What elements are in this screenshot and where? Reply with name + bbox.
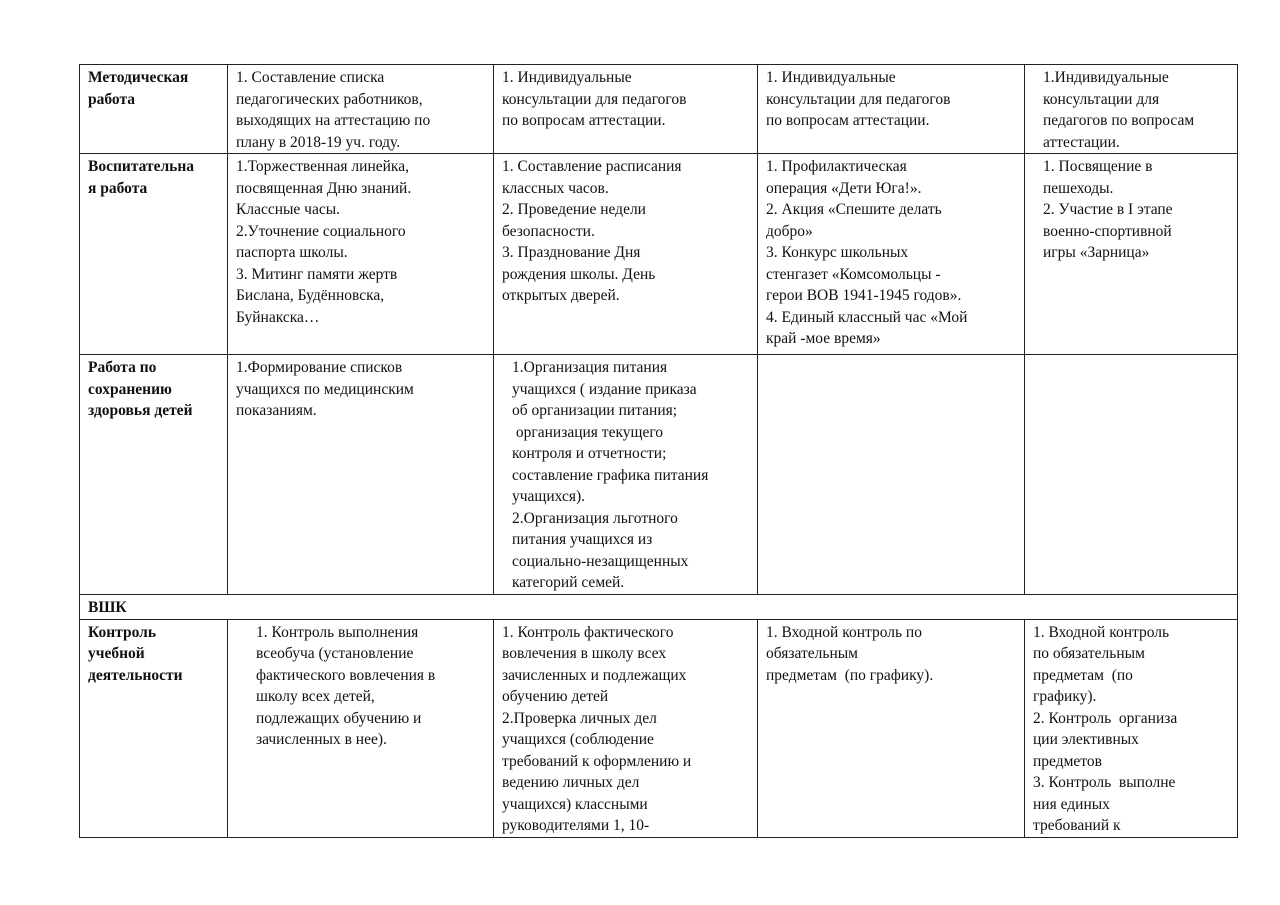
cell-line: составление графика питания bbox=[512, 466, 709, 484]
row-header-line: работа bbox=[88, 90, 136, 108]
cell-line: 3. Празднование Дня bbox=[502, 244, 641, 261]
table-cell-col3-empty bbox=[758, 355, 1025, 595]
section-header: ВШК bbox=[80, 594, 1238, 619]
table-cell-col2 bbox=[494, 619, 758, 837]
cell-line: открытых дверей. bbox=[502, 287, 620, 304]
cell-line: 1. Индивидуальные bbox=[766, 69, 896, 86]
table-row-health bbox=[80, 355, 1238, 595]
cell-line: классных часов. bbox=[502, 179, 609, 197]
table-cell-col2 bbox=[494, 65, 758, 154]
cell-line: операция «Дети Юга!». bbox=[766, 179, 922, 197]
cell-line: по обязательным bbox=[1033, 645, 1145, 662]
cell-line: обязательным bbox=[766, 645, 858, 662]
cell-line: 3. Конкурс школьных bbox=[766, 244, 909, 261]
cell-line: по вопросам аттестации. bbox=[766, 112, 930, 129]
cell-line: контроля и отчетности; bbox=[512, 445, 667, 462]
cell-line: графику). bbox=[1033, 688, 1097, 705]
cell-line: 2. Проведение недели bbox=[502, 201, 646, 218]
cell-line: Буйнакска… bbox=[236, 308, 320, 326]
table-cell-col3 bbox=[758, 154, 1025, 355]
row-header-line: Контроль bbox=[88, 623, 157, 641]
row-header-line: я работа bbox=[88, 179, 148, 197]
cell-line: 1. Входной контроль по bbox=[766, 623, 922, 641]
table-cell-col4-empty bbox=[1025, 355, 1238, 595]
row-header-line: сохранению bbox=[88, 380, 172, 398]
table-row-learning-control bbox=[80, 619, 1238, 837]
cell-line: игры «Зарница» bbox=[1043, 244, 1150, 261]
cell-line: учащихся ( издание приказа bbox=[512, 380, 697, 398]
cell-line: Классные часы. bbox=[236, 201, 341, 218]
row-header-cell bbox=[80, 355, 228, 595]
row-header-cell bbox=[80, 619, 228, 837]
cell-line: предметов bbox=[1033, 752, 1102, 770]
table-cell-col2 bbox=[494, 154, 758, 355]
cell-line: 1. Входной контроль bbox=[1033, 623, 1170, 641]
cell-line: организация текущего bbox=[512, 423, 664, 441]
cell-line: требований к оформлению и bbox=[502, 752, 692, 770]
cell-line: военно-спортивной bbox=[1043, 222, 1172, 240]
cell-line: питания учащихся из bbox=[512, 531, 653, 548]
cell-line: зачисленных и подлежащих bbox=[502, 666, 687, 684]
cell-line: социально-незащищенных bbox=[512, 552, 689, 570]
cell-line: 2.Уточнение социального bbox=[236, 222, 406, 240]
cell-line: подлежащих обучению и bbox=[256, 709, 422, 727]
table-cell-col1 bbox=[228, 154, 494, 355]
cell-line: руководителями 1, 10- bbox=[502, 817, 650, 834]
cell-line: стенгазет «Комсомольцы - bbox=[766, 265, 941, 283]
cell-line: 2.Проверка личных дел bbox=[502, 709, 657, 727]
cell-line: учащихся (соблюдение bbox=[502, 731, 654, 748]
cell-line: край -мое время» bbox=[766, 330, 881, 347]
cell-line: 1.Формирование списков bbox=[236, 359, 403, 376]
table-row-methodical bbox=[80, 65, 1238, 154]
cell-line: рождения школы. День bbox=[502, 265, 656, 283]
cell-line: 2. Контроль организа bbox=[1033, 709, 1178, 727]
row-header-line: Методическая bbox=[88, 69, 189, 86]
cell-line: 2. Участие в I этапе bbox=[1043, 201, 1173, 218]
cell-line: ния единых bbox=[1033, 795, 1110, 813]
cell-line: об организации питания; bbox=[512, 402, 678, 419]
cell-line: аттестации. bbox=[1043, 133, 1120, 151]
cell-line: школу всех детей, bbox=[256, 688, 375, 705]
table-cell-col4 bbox=[1025, 619, 1238, 837]
table-row-educational bbox=[80, 154, 1238, 355]
cell-line: вовлечения в школу всех bbox=[502, 645, 667, 662]
cell-line: Бислана, Будённовска, bbox=[236, 287, 385, 304]
cell-line: учащихся) классными bbox=[502, 795, 648, 813]
table-cell-col2 bbox=[494, 355, 758, 595]
cell-line: посвященная Дню знаний. bbox=[236, 179, 412, 197]
cell-line: предметам (по графику). bbox=[766, 666, 934, 684]
cell-line: педагогов по вопросам bbox=[1043, 112, 1195, 129]
table-cell-col4 bbox=[1025, 154, 1238, 355]
cell-line: выходящих на аттестацию по bbox=[236, 112, 431, 129]
cell-line: всеобуча (установление bbox=[256, 645, 414, 662]
cell-line: предметам (по bbox=[1033, 666, 1133, 684]
cell-line: 1.Торжественная линейка, bbox=[236, 158, 409, 175]
cell-line: ведению личных дел bbox=[502, 774, 640, 791]
cell-line: 3. Контроль выполне bbox=[1033, 774, 1176, 791]
cell-line: плану в 2018-19 уч. году. bbox=[236, 133, 401, 151]
cell-line: учащихся по медицинским bbox=[236, 380, 414, 398]
cell-line: 1. Контроль фактического bbox=[502, 623, 674, 641]
cell-line: добро» bbox=[766, 222, 813, 240]
table-cell-col1 bbox=[228, 65, 494, 154]
cell-line: 2.Организация льготного bbox=[512, 509, 678, 527]
cell-line: паспорта школы. bbox=[236, 244, 348, 261]
cell-line: педагогических работников, bbox=[236, 90, 423, 108]
table-cell-col4 bbox=[1025, 65, 1238, 154]
cell-line: 1. Посвящение в bbox=[1043, 158, 1153, 175]
cell-line: консультации для педагогов bbox=[502, 90, 687, 108]
cell-line: безопасности. bbox=[502, 222, 595, 240]
cell-line: пешеходы. bbox=[1043, 179, 1114, 197]
cell-line: 1.Организация питания bbox=[512, 359, 668, 376]
cell-line: обучению детей bbox=[502, 688, 609, 705]
row-header-cell bbox=[80, 154, 228, 355]
cell-line: 1. Контроль выполнения bbox=[256, 623, 419, 641]
row-header-line: учебной bbox=[88, 645, 145, 662]
row-header-line: Работа по bbox=[88, 359, 157, 376]
cell-line: фактического вовлечения в bbox=[256, 666, 436, 684]
row-header-line: здоровья детей bbox=[88, 402, 193, 419]
cell-line: показаниям. bbox=[236, 402, 317, 419]
cell-line: консультации для педагогов bbox=[766, 90, 951, 108]
cell-line: 1.Индивидуальные bbox=[1043, 69, 1169, 86]
table-cell-col3 bbox=[758, 65, 1025, 154]
cell-line: герои ВОВ 1941-1945 годов». bbox=[766, 287, 962, 304]
cell-line: учащихся). bbox=[512, 488, 586, 505]
row-header-cell bbox=[80, 65, 228, 154]
cell-line: требований к bbox=[1033, 817, 1121, 834]
cell-line: 2. Акция «Спешите делать bbox=[766, 201, 942, 218]
cell-line: категорий семей. bbox=[512, 574, 625, 591]
cell-line: 3. Митинг памяти жертв bbox=[236, 265, 398, 283]
table-cell-col3 bbox=[758, 619, 1025, 837]
cell-line: консультации для bbox=[1043, 90, 1160, 108]
row-header-line: Воспитательна bbox=[88, 158, 195, 175]
cell-line: 1. Составление расписания bbox=[502, 158, 682, 175]
cell-line: 4. Единый классный час «Мой bbox=[766, 308, 968, 326]
cell-line: по вопросам аттестации. bbox=[502, 112, 666, 129]
cell-line: зачисленных в нее). bbox=[256, 731, 387, 748]
table-row-section bbox=[80, 594, 1238, 619]
cell-line: 1. Составление списка bbox=[236, 69, 385, 86]
table-cell-col1 bbox=[228, 619, 494, 837]
cell-line: 1. Индивидуальные bbox=[502, 69, 632, 86]
row-header-line: деятельности bbox=[88, 666, 183, 684]
table-cell-col1 bbox=[228, 355, 494, 595]
cell-line: 1. Профилактическая bbox=[766, 158, 907, 175]
activity-plan-table bbox=[79, 64, 1238, 838]
cell-line: ции элективных bbox=[1033, 731, 1139, 748]
